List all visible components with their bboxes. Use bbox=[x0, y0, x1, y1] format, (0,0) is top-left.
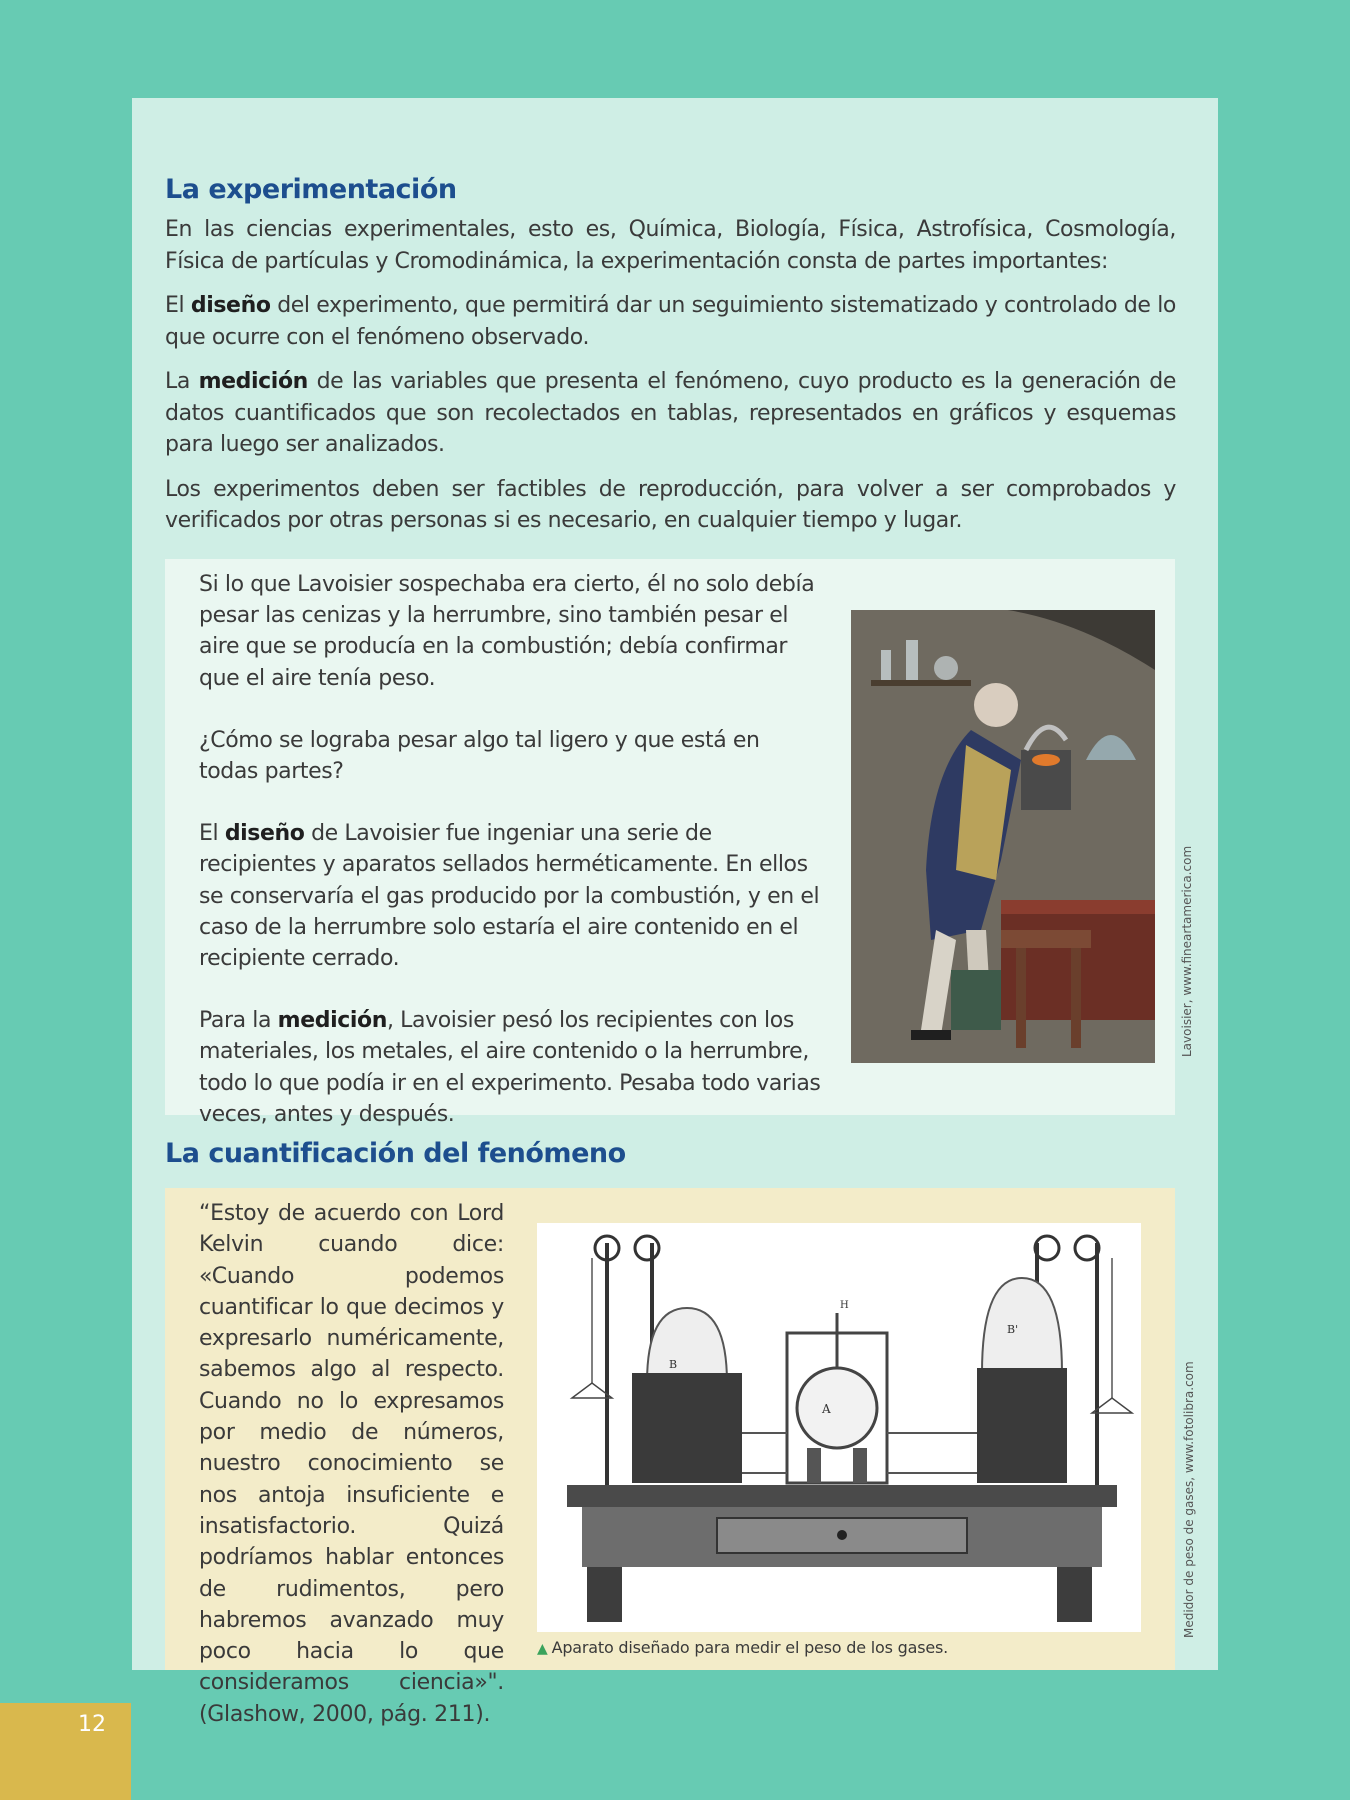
lavoisier-illustration bbox=[851, 610, 1155, 1063]
page-number-tab bbox=[0, 1703, 131, 1800]
lavoisier-paragraph-2: ¿Cómo se lograba pesar algo tal ligero y que está en todas partes? bbox=[199, 727, 760, 785]
lavoisier-drawing bbox=[851, 610, 1155, 1063]
lavoisier-paragraph-3: El diseño de Lavoisier fue ingeniar una serie de recipientes y aparatos sellados herméticamente. En ellos se conservaría el gas producido por la combustión, y en el caso de la herrumbre solo estaría el aire contenido en el recipiente cerrado. bbox=[199, 821, 820, 972]
section-title-cuantificacion: La cuantificación del fenómeno bbox=[165, 1138, 626, 1169]
page-number: 12 bbox=[78, 1712, 106, 1737]
lavoisier-paragraph-1: Si lo que Lavoisier sospechaba era cierto, él no solo debía pesar las cenizas y la herrumbre, sino también pesar el aire que se producía en la combustión; debía confirmar que el aire tenía peso. bbox=[199, 572, 815, 691]
section-title-experimentacion: La experimentación bbox=[165, 174, 457, 205]
glashow-quote: “Estoy de acuerdo con Lord Kelvin cuando dice: «Cuando podemos cuantificar lo que decimos y expresarlo numéricamente, sabemos algo al respecto. Cuando no lo expresamos por medio de números, nuestro conocimiento se nos antoja insuficiente e insatisfactorio. Quizá podríamos hablar entonces de rudimentos, pero habremos avanzado muy poco hacia lo que consideramos ciencia»". (Glashow, 2000, pág. 211). bbox=[199, 1201, 504, 1727]
label-a: A bbox=[822, 1402, 831, 1416]
label-b-prime: B' bbox=[1007, 1323, 1019, 1336]
bold-medicion: medición bbox=[198, 369, 308, 394]
intro-paragraph-1: En las ciencias experimentales, esto es, Química, Biología, Física, Astrofísica, Cosmología, Física de partículas y Cromodinámica, la experimentación consta de partes importantes: bbox=[165, 217, 1176, 274]
intro-paragraph-4: Los experimentos deben ser factibles de reproducción, para volver a ser comprobados y verificados por otras personas si es necesario, en cualquier tiempo y lugar. bbox=[165, 476, 1176, 533]
lavoisier-paragraph-4: Para la medición, Lavoisier pesó los recipientes con los materiales, los metales, el aire contenido o la herrumbre, todo lo que podía ir en el experimento. Pesaba todo varias veces, antes y después. bbox=[199, 1008, 821, 1127]
intro-paragraph-2: El diseño del experimento, que permitirá dar un seguimiento sistematizado y controlado de lo que ocurre con el fenómeno observado. bbox=[165, 293, 1176, 350]
gas-weighing-apparatus-illustration bbox=[537, 1223, 1141, 1632]
intro-paragraph-3: La medición de las variables que presenta el fenómeno, cuyo producto es la generación de datos cuantificados que son recolectados en tablas, representados en gráficos y esquemas para luego ser analizados. bbox=[165, 369, 1176, 457]
apparatus-drawing bbox=[537, 1223, 1141, 1632]
lavoisier-image-credit: Lavoisier, www.fineartamerica.com bbox=[1180, 845, 1194, 1057]
bold-diseno: diseño bbox=[190, 293, 271, 318]
label-h: H bbox=[840, 1300, 849, 1311]
label-b: B bbox=[669, 1358, 678, 1371]
lavoisier-text bbox=[199, 569, 824, 1161]
apparatus-caption: ▲ Aparato diseñado para medir el peso de los gases. bbox=[537, 1638, 948, 1657]
caption-triangle-icon: ▲ bbox=[537, 1641, 548, 1657]
intro-text bbox=[165, 214, 1176, 550]
apparatus-image-credit: Medidor de peso de gases, www.fotolibra.com bbox=[1182, 1361, 1196, 1638]
